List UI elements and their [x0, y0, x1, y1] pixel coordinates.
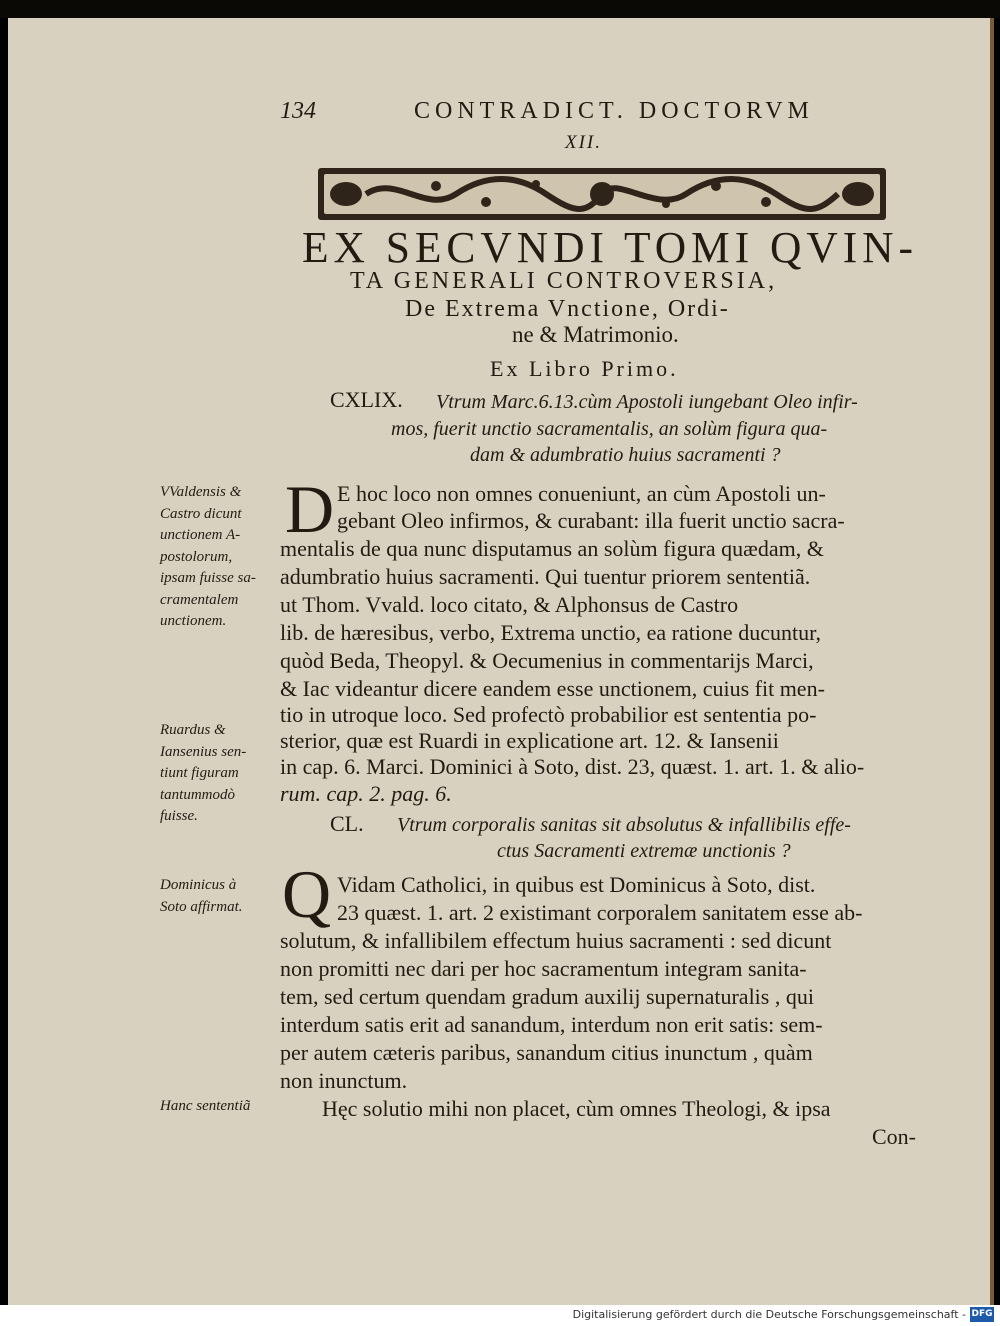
margin-note: Hanc sententiã	[160, 1098, 251, 1114]
text-line: ut Thom. Vvald. loco citato, & Alphonsus de Castro	[280, 592, 739, 617]
text-line: mentalis de qua nunc disputamus an solùm figura quædam, &	[280, 536, 824, 561]
drop-cap: Q	[282, 856, 332, 932]
decorative-headpiece	[316, 166, 888, 222]
text-line: interdum satis erit ad sanandum, interdum non erit satis: sem-	[280, 1012, 823, 1037]
running-head	[280, 98, 950, 128]
text-line: adumbratio huius sacramenti. Qui tuentur priorem sententiã.	[280, 564, 811, 589]
text-line: quòd Beda, Theopyl. & Oecumenius in commentarijs Marci,	[280, 648, 814, 673]
main-heading-line2: TA GENERALI CONTROVERSIA,	[350, 268, 778, 294]
text-line: & Iac videantur dicere eandem esse unctionem, cuius fit men-	[280, 676, 825, 701]
text-line: tem, sed certum quendam gradum auxilij supernaturalis , qui	[280, 984, 814, 1009]
running-title: CONTRADICT. DOCTORVM	[414, 98, 814, 124]
text-line: gebant Oleo infirmos, & curabant: illa fuerit unctio sacra-	[337, 508, 845, 533]
text-line: in cap. 6. Marci. Dominici à Soto, dist. 23, quæst. 1. art. 1. & alio-	[280, 754, 865, 779]
question-line: dam & adumbratio huius sacramenti ?	[470, 444, 781, 466]
text-line: Vidam Catholici, in quibus est Dominicus à Soto, dist.	[337, 872, 816, 897]
text-line: tio in utroque loco. Sed profectò probabilior est sententia po-	[280, 702, 817, 727]
scan-border-top	[0, 0, 1000, 18]
drop-cap: D	[285, 471, 335, 547]
running-subtitle: XII.	[565, 132, 603, 153]
page-number: 134	[280, 98, 316, 124]
text-line: 23 quæst. 1. art. 2 existimant corporalem sanitatem esse ab-	[337, 900, 863, 925]
text-line: Hęc solutio mihi non placet, cùm omnes Theologi, & ipsa	[322, 1096, 831, 1121]
text-line: non promitti nec dari per hoc sacramentum integram sanita-	[280, 956, 807, 981]
main-heading-line3: De Extrema Vnctione, Ordi-	[405, 296, 730, 322]
margin-note: Dominicus à Soto affirmat.	[160, 877, 243, 915]
book-heading: Ex Libro Primo.	[490, 356, 679, 381]
question-line: ctus Sacramenti extremæ unctionis ?	[497, 840, 791, 862]
catchword: Con-	[872, 1124, 916, 1149]
question-line: Vtrum Marc.6.13.cùm Apostoli iungebant Oleo infir-	[436, 391, 858, 413]
main-heading-line1: EX SECVNDI TOMI QVIN-	[302, 223, 918, 272]
question-line: mos, fuerit unctio sacramentalis, an solùm figura qua-	[391, 418, 828, 440]
question-line: Vtrum corporalis sanitas sit absolutus & infallibilis effe-	[397, 814, 851, 836]
text-line: solutum, & infallibilem effectum huius sacramenti : sed dicunt	[280, 928, 832, 953]
dfg-logo: DFG	[970, 1307, 994, 1322]
text-line: rum. cap. 2. pag. 6.	[280, 781, 452, 806]
question-number: CXLIX.	[330, 387, 403, 412]
question-number: CL.	[330, 811, 364, 836]
text-line: lib. de hæresibus, verbo, Extrema unctio, ea ratione ducuntur,	[280, 620, 822, 645]
main-heading-line4: ne & Matrimonio.	[512, 322, 679, 347]
page-edge	[990, 18, 994, 1305]
margin-note: Ruardus & Iansenius sen- tiunt figuram tantummodò fuisse.	[160, 722, 247, 824]
footer-bar	[0, 1305, 1000, 1326]
text-line: per autem cæteris paribus, sanandum citius inunctum , quàm	[280, 1040, 813, 1065]
digitization-credit: Digitalisierung gefördert durch die Deutsche Forschungsgemeinschaft -	[572, 1308, 966, 1321]
text-line: sterior, quæ est Ruardi in explicatione art. 12. & Iansenii	[280, 728, 779, 753]
text-line: E hoc loco non omnes conueniunt, an cùm Apostoli un-	[337, 481, 826, 506]
margin-note: VValdensis & Castro dicunt unctionem A- postolorum, ipsam fuisse sa- cramentalem unctionem.	[160, 484, 256, 629]
text-line: non inunctum.	[280, 1068, 408, 1093]
